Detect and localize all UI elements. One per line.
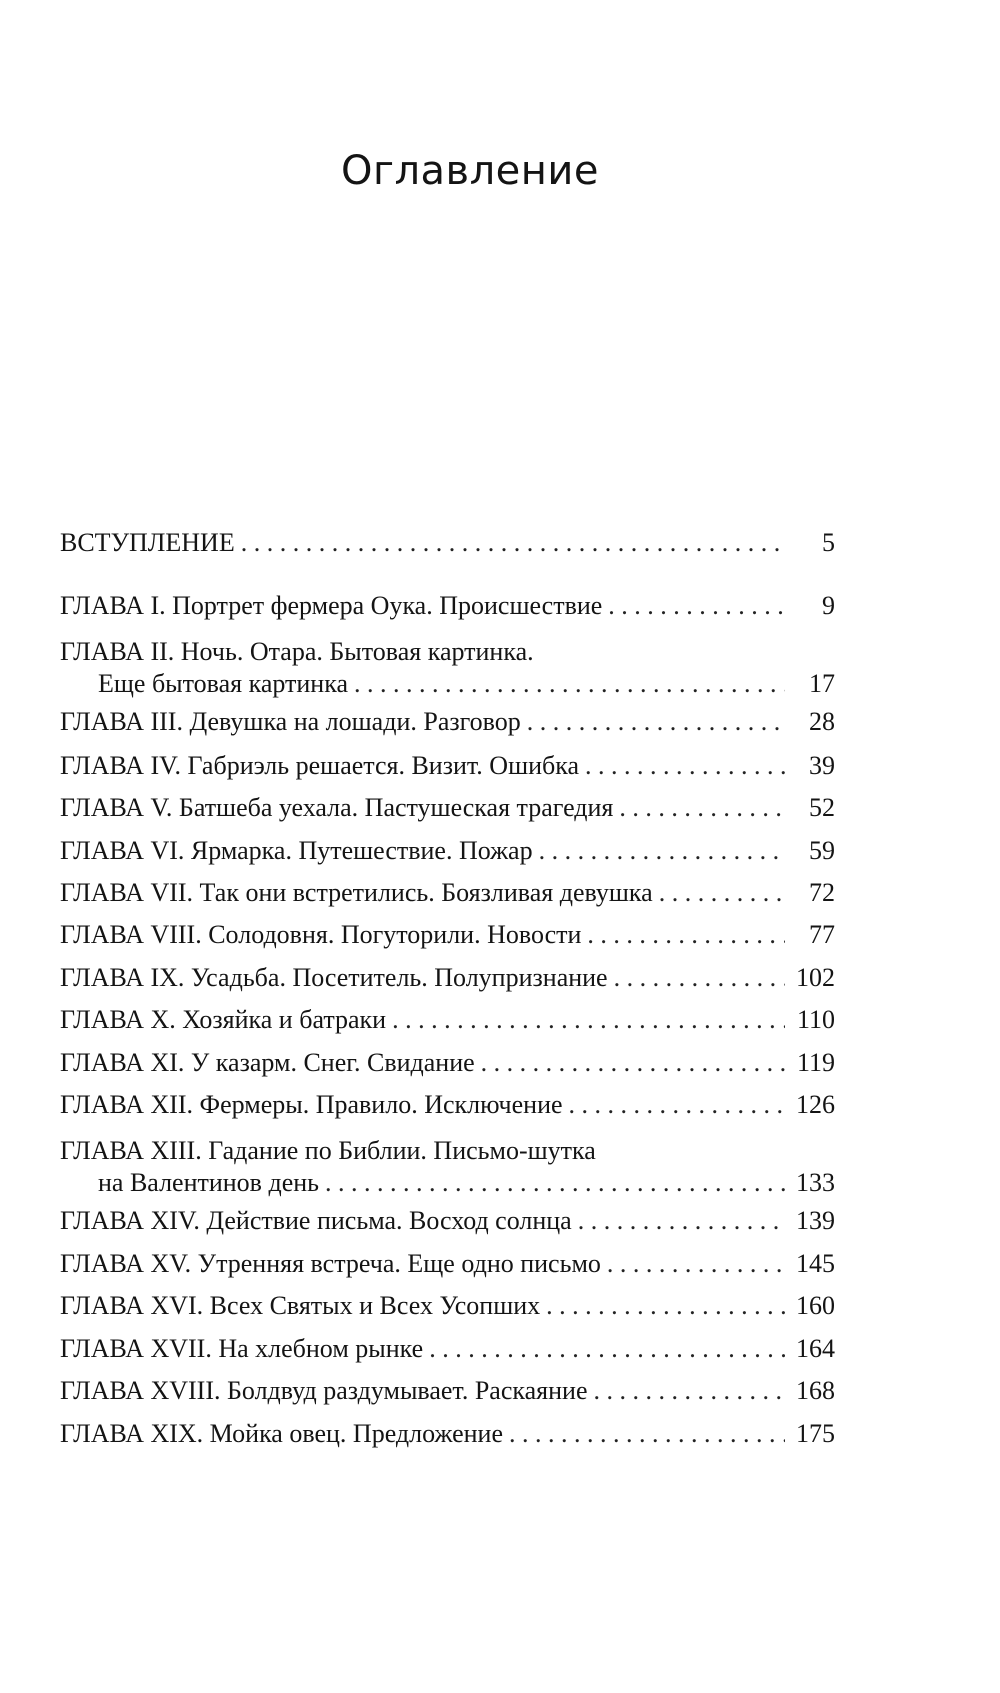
toc-entry-title: ГЛАВА XIX. Мойка овец. Предложение: [60, 1419, 503, 1448]
toc-entry-title: ГЛАВА XV. Утренняя встреча. Еще одно письмо: [60, 1249, 601, 1278]
toc-page-number: 102: [796, 963, 835, 992]
toc-entry: [60, 1248, 835, 1280]
toc-page-number: 110: [796, 1005, 835, 1034]
toc-entry-title: ГЛАВА XVI. Всех Святых и Всех Усопших: [60, 1291, 541, 1320]
toc-entry-line: [60, 1418, 835, 1450]
toc-entry: [60, 1135, 835, 1199]
toc-page-number: 126: [796, 1090, 835, 1119]
toc-entry-title: ГЛАВА XVIII. Болдвуд раздумывает. Раскаяние: [60, 1376, 588, 1405]
dot-leader: [325, 1167, 785, 1199]
toc-entry-title: ГЛАВА VI. Ярмарка. Путешествие. Пожар: [60, 836, 533, 865]
toc-entry-line: [60, 1333, 835, 1365]
toc-entry: [60, 706, 835, 738]
toc-page-number: 17: [809, 669, 835, 698]
toc-entry-title: ГЛАВА IV. Габриэль решается. Визит. Ошибка: [60, 751, 580, 780]
toc-entry-line: [60, 636, 835, 668]
toc-entry: [60, 590, 835, 622]
dot-leader: [539, 835, 785, 867]
dot-leader: [354, 668, 785, 700]
dot-leader: [593, 1375, 785, 1407]
toc-entry-title: ГЛАВА I. Портрет фермера Оука. Происшествие: [60, 591, 603, 620]
toc-entry: [60, 1089, 835, 1121]
toc-page-number: 28: [809, 707, 835, 736]
toc-entry-line: [60, 919, 835, 951]
toc-entry: [60, 1375, 835, 1407]
toc-entry-continuation: [60, 668, 835, 700]
toc-entry-title: ГЛАВА VIII. Солодовня. Погуторили. Новости: [60, 920, 582, 949]
toc-entry: [60, 835, 835, 867]
toc-entry-line: [60, 1089, 835, 1121]
dot-leader: [614, 962, 785, 994]
toc-page-number: 77: [809, 920, 835, 949]
dot-leader: [509, 1418, 785, 1450]
dot-leader: [659, 877, 785, 909]
toc-entry: [60, 1333, 835, 1365]
toc-page-number: 168: [796, 1376, 835, 1405]
toc-entry-title: ГЛАВА XII. Фермеры. Правило. Исключение: [60, 1090, 563, 1119]
dot-leader: [608, 590, 785, 622]
toc-page-number: 39: [809, 751, 835, 780]
dot-leader: [527, 706, 785, 738]
toc-entry: [60, 1047, 835, 1079]
toc-entry-line: [60, 1135, 835, 1167]
dot-leader: [392, 1004, 785, 1036]
toc-entry-line: [60, 835, 835, 867]
toc-entry-title: ГЛАВА V. Батшеба уехала. Пастушеская трагедия: [60, 793, 614, 822]
toc-entry-title: Еще бытовая картинка: [98, 669, 348, 698]
toc-page-number: 175: [796, 1419, 835, 1448]
toc-entry-line: [60, 750, 835, 782]
toc-entry: [60, 792, 835, 824]
toc-entry-line: [60, 706, 835, 738]
toc-entry-title: ГЛАВА IX. Усадьба. Посетитель. Полупризнание: [60, 963, 608, 992]
toc-entry: [60, 1004, 835, 1036]
toc-page-number: 160: [796, 1291, 835, 1320]
toc-page-number: 5: [822, 528, 835, 557]
toc-entry-title: ГЛАВА XVII. На хлебном рынке: [60, 1334, 424, 1363]
toc-entry-title: на Валентинов день: [98, 1168, 319, 1197]
toc-page-number: 52: [809, 793, 835, 822]
dot-leader: [585, 750, 785, 782]
toc-entry-title: ВСТУПЛЕНИЕ: [60, 528, 235, 557]
toc-entry-line: [60, 1205, 835, 1237]
toc-entry: [60, 877, 835, 909]
page-title: Оглавление: [340, 148, 600, 194]
toc-entry-title: ГЛАВА XIV. Действие письма. Восход солнца: [60, 1206, 572, 1235]
toc-page-number: 9: [822, 591, 835, 620]
toc-page-number: 133: [796, 1168, 835, 1197]
toc-page-number: 145: [796, 1249, 835, 1278]
toc-page-number: 119: [796, 1048, 835, 1077]
toc-entry-title: ГЛАВА XI. У казарм. Снег. Свидание: [60, 1048, 475, 1077]
toc-entry: [60, 962, 835, 994]
toc-entry: [60, 1290, 835, 1322]
toc-entry: [60, 1418, 835, 1450]
toc-entry-line: [60, 1375, 835, 1407]
toc-entry-line: [60, 877, 835, 909]
toc-entry-line: [60, 962, 835, 994]
toc-entry-line: [60, 590, 835, 622]
toc-entry: [60, 527, 835, 559]
toc-entry-line: [60, 1248, 835, 1280]
dot-leader: [578, 1205, 785, 1237]
dot-leader: [546, 1290, 785, 1322]
toc-entry-title: ГЛАВА III. Девушка на лошади. Разговор: [60, 707, 521, 736]
toc-entry-line: [60, 1290, 835, 1322]
toc-entry-continuation: [60, 1167, 835, 1199]
dot-leader: [429, 1333, 785, 1365]
toc-page-number: 164: [796, 1334, 835, 1363]
dot-leader: [587, 919, 785, 951]
toc-entry: [60, 1205, 835, 1237]
toc-entry: [60, 919, 835, 951]
toc-entry-line: [60, 792, 835, 824]
toc-entry-title: ГЛАВА X. Хозяйка и батраки: [60, 1005, 387, 1034]
toc-page-number: 72: [809, 878, 835, 907]
dot-leader: [569, 1089, 785, 1121]
toc-page-number: 139: [796, 1206, 835, 1235]
toc-entry: [60, 750, 835, 782]
toc-entry: [60, 636, 835, 700]
toc-entry-line: [60, 1004, 835, 1036]
toc-entry-line: [60, 527, 835, 559]
toc-page-number: 59: [809, 836, 835, 865]
toc-entry-title: ГЛАВА VII. Так они встретились. Боязливая девушка: [60, 878, 653, 907]
toc-entry-title: ГЛАВА XIII. Гадание по Библии. Письмо-шутка: [60, 1136, 596, 1165]
toc-entry-title: ГЛАВА II. Ночь. Отара. Бытовая картинка.: [60, 637, 534, 666]
dot-leader: [607, 1248, 785, 1280]
toc-entry-line: [60, 1047, 835, 1079]
dot-leader: [481, 1047, 785, 1079]
dot-leader: [619, 792, 785, 824]
dot-leader: [241, 527, 785, 559]
